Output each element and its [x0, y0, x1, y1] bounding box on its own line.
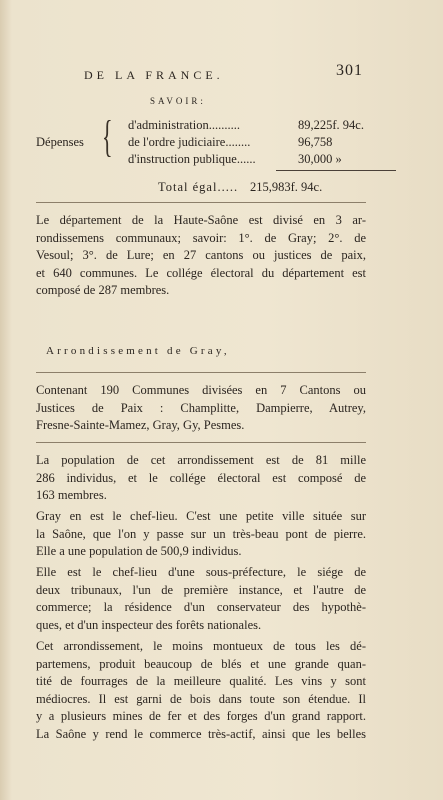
text-line: composé de 287 membres. — [36, 283, 170, 298]
text-line: la Saône, que l'on y passe sur un très-beau pont de pierre. — [36, 526, 366, 541]
text-line: La Saône y rend le commerce très-actif, ainsi que les belles — [36, 726, 366, 741]
paragraph-gray — [36, 508, 366, 561]
budget-amount: 96,758 — [298, 135, 333, 149]
text-line: Gray en est le chef-lieu. C'est une petite ville située sur — [36, 509, 366, 523]
text-line: Fresne-Sainte-Mamez, Gray, Gy, Pesmes. — [36, 418, 245, 433]
text-line: rondissemens communaux; savoir: 1°. de Gray; 2°. de — [36, 230, 366, 245]
text-line: 286 individus, et le collége électoral est composé de — [36, 470, 366, 485]
total-label: Total égal..... — [158, 180, 239, 194]
arrondissement-heading: Arrondissement de Gray, — [46, 345, 230, 357]
budget-label: Dépenses — [36, 135, 84, 149]
text-line: partemens, produit beaucoup de blés et une grande quan- — [36, 656, 366, 671]
text-line: et 640 communes. Le collége électoral du département est — [36, 265, 366, 280]
paragraph-arrondissement — [36, 638, 366, 744]
text-line: y a plusieurs mines de fer et des forges d'un grand rapport. — [36, 709, 366, 724]
section-divider — [36, 372, 366, 373]
section-divider — [36, 442, 366, 443]
sum-rule — [276, 170, 396, 171]
budget-item: de l'ordre judiciaire........ — [128, 135, 251, 149]
budget-amount: 30,000 » — [298, 152, 342, 166]
budget-row — [128, 152, 398, 168]
text-line: ques, et d'un inspecteur des forêts nationales. — [36, 617, 262, 632]
header-title: DE LA FRANCE. — [84, 68, 224, 82]
page-number: 301 — [336, 62, 363, 79]
budget-amount: 89,225f. 94c. — [298, 118, 364, 132]
text-line: Vesoul; 3°. de Lure; en 27 cantons ou justices de paix, — [36, 248, 366, 263]
text-line: commerce; la résidence d'un conservateur des hypothè- — [36, 600, 366, 615]
text-line: Cet arrondissement, le moins montueux de tous les dé- — [36, 639, 366, 653]
savoir-heading: SAVOIR: — [150, 96, 206, 106]
paragraph-prefecture — [36, 564, 366, 634]
text-line: tité de fourrages de la meilleure qualité. Les vins y sont — [36, 674, 366, 689]
text-line: Le département de la Haute-Saône est divisé en 3 ar- — [36, 213, 366, 227]
curly-brace: { — [102, 112, 113, 161]
budget-item: d'administration.......... — [128, 118, 240, 132]
text-line: médiocres. Il est garni de bois dans toute son étendue. Il — [36, 691, 366, 706]
budget-row — [128, 118, 398, 134]
paragraph-cantons — [36, 382, 366, 435]
paragraph-population — [36, 452, 366, 505]
section-divider — [36, 202, 366, 203]
text-line: deux tribunaux, l'un de première instance, et l'autre de — [36, 582, 366, 597]
budget-item: d'instruction publique...... — [128, 152, 256, 166]
text-line: Justices de Paix : Champlitte, Dampierre, Autrey, — [36, 400, 366, 415]
budget-row — [128, 135, 398, 151]
budget-total — [158, 180, 323, 195]
text-line: Elle est le chef-lieu d'une sous-préfecture, le siége de — [36, 565, 366, 579]
text-line: La population de cet arrondissement est de 81 mille — [36, 453, 366, 467]
paragraph-departement — [36, 212, 366, 300]
total-amount: 215,983f. 94c. — [250, 180, 323, 194]
text-line: Contenant 190 Communes divisées en 7 Cantons ou — [36, 383, 366, 397]
text-line: 163 membres. — [36, 488, 107, 503]
text-line: Elle a une population de 500,9 individus. — [36, 544, 242, 559]
